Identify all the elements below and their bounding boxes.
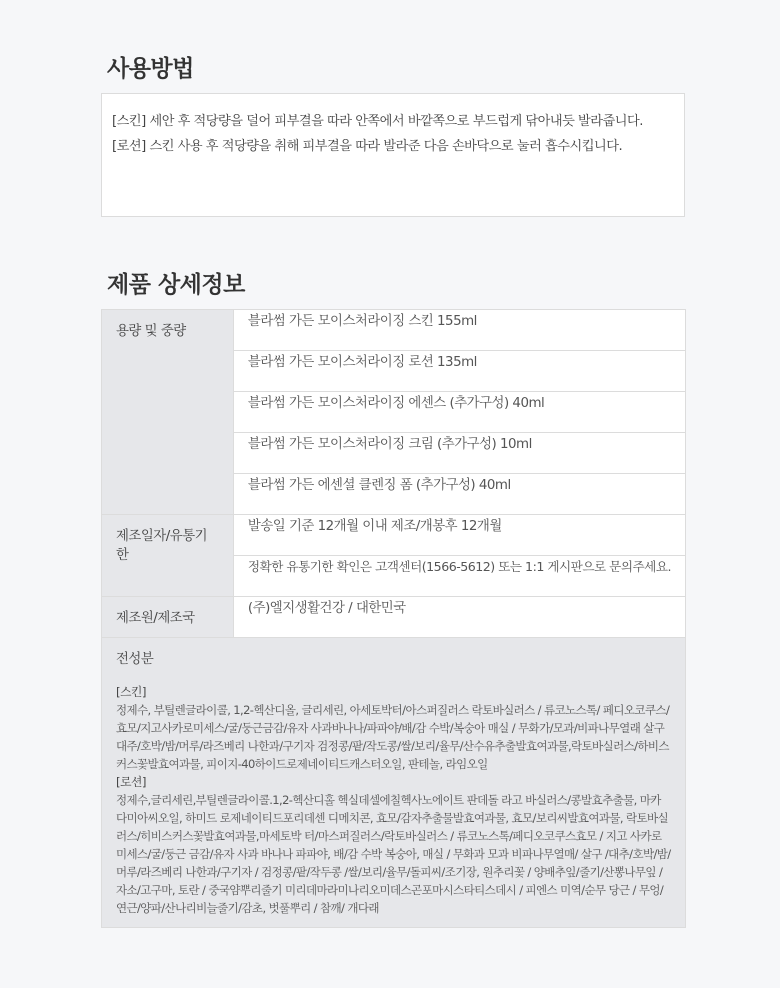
table-row (102, 597, 686, 638)
skin-ingredients-text: 정제수, 부틸렌글라이콜, 1,2-헥산디올, 글리세린, 아세토박터/아스퍼질러스 락토바실러스 / 류코노스톡/ 페디오코쿠스/효모/지고사카로미세스/굴/둥근금감/유자 사과바나나/파파야/배/감 수박/복숭아 매실 / 무화가/모과/비파나무열래 살구 대주/호박/밤/머루/라즈베리 나한과/구기자 검정콩/팥/작도콩/쌀/보리/율무/산수유추출발효여과물,락토바실러스/하비스커스꽃발효여과물, 피이지-40하이드로제네이티드캐스터오일, 판테놀, 라임오일 (116, 703, 670, 771)
detail-section-title: 제품 상세정보 (107, 272, 245, 298)
capacity-label: 용량 및 중량 (102, 310, 234, 515)
lotion-ingredients-label: [로션] (116, 775, 146, 789)
capacity-value: 블라썸 가든 모이스처라이징 스킨 155ml (233, 310, 685, 351)
skin-ingredients-label: [스킨] (116, 685, 146, 699)
usage-skin-text: [스킨] 세안 후 적당량을 덜어 피부결을 따라 안쪽에서 바깥쪽으로 부드럽게 닦아내듯 발라줍니다. (112, 114, 643, 129)
capacity-value: 블라썸 가든 모이스처라이징 에센스 (추가구성) 40ml (233, 392, 685, 433)
ingredients-cell (102, 638, 686, 928)
table-row (102, 638, 686, 928)
table-row (102, 515, 686, 556)
usage-box (101, 93, 685, 217)
maker-value: (주)엘지생활건강 / 대한민국 (233, 597, 685, 638)
capacity-value: 블라썸 가든 에센셜 클렌징 폼 (추가구성) 40ml (233, 474, 685, 515)
capacity-value: 블라썸 가든 모이스처라이징 로션 135ml (233, 351, 685, 392)
lotion-ingredients-text: 정제수,글리세린,부틸렌글라이콜.1,2-헥산디홀 헥실데셀에칠헥사노에이트 판데돌 라고 바실러스/콩발효추출물, 마카다미아씨오일, 하미드 로제네이티드포리데센 디메치콘, 효모/감자추출물발효여과물, 효모/보리씨발효여과물, 락토바실러스/히비스커스꽃발효여과물,마세토박 터/마스퍼질러스/락토바실러스 / 류코노스톡/페디오코쿠스효모 / 지고 사카로미세스/굴/둥근 금감/유자 사과 바나나 파파야, 배/감 수박 복숭아, 매실 / 무화과 모과 비파나무열매/ 살구 /대추/호박/밤/머루/라즈베리 나한과/구기자 / 검정콩/팥/작두콩 /쌀/보리/율무/돌피씨/조기장, 원추리꽃 / 양배추잎/줄기/산뽕나무잎 / 자소/고구마, 토란 / 중국얌뿌리줄기 미리데마라미나리오미데스곤포마시스타티스데시 / 피엔스 미역/순무 당근 / 무엉/연근/양파/산나리비늘줄기/감초, 벗풀뿌리 / 참깨/ 개다래 (116, 793, 671, 915)
ingredients-title: 전성분 (116, 652, 154, 667)
expiry-note: 정확한 유통기한 확인은 고객센터(1566-5612) 또는 1:1 게시판으로 문의주세요. (233, 556, 685, 597)
product-detail-table (101, 309, 686, 928)
table-row (102, 310, 686, 351)
expiry-label: 제조일자/유통기한 (102, 515, 234, 597)
expiry-value: 발송일 기준 12개월 이내 제조/개봉후 12개월 (233, 515, 685, 556)
usage-lotion-text: [로션] 스킨 사용 후 적당량을 취해 피부결을 따라 발라준 다음 손바닥으로 눌러 흡수시킵니다. (112, 139, 623, 154)
usage-section-title: 사용방법 (107, 56, 194, 82)
maker-label: 제조원/제조국 (102, 597, 234, 638)
capacity-value: 블라썸 가든 모이스처라이징 크림 (추가구성) 10ml (233, 433, 685, 474)
